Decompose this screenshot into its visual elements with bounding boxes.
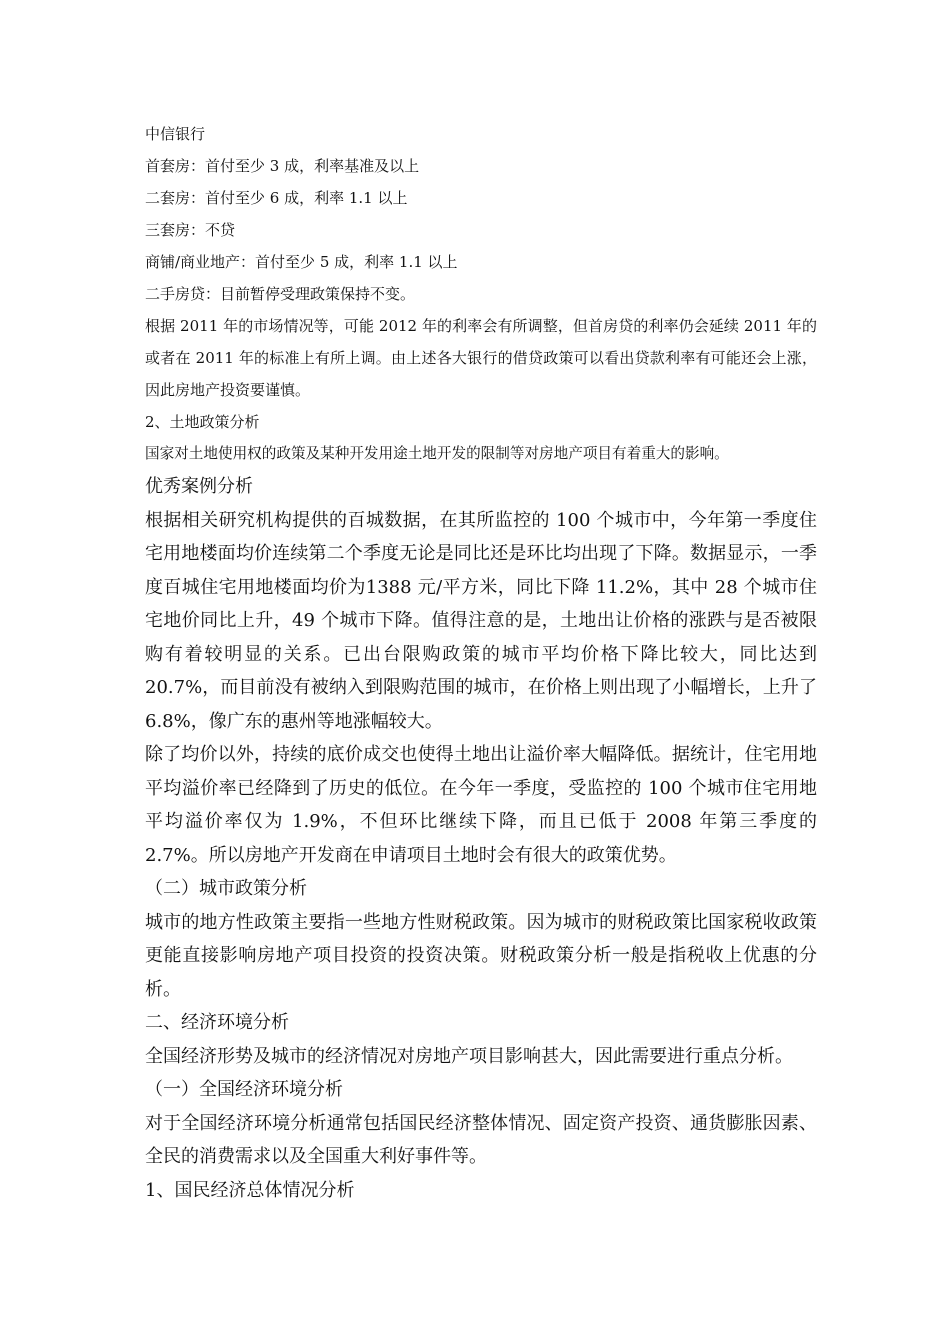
policy-line-commercial: 商铺/商业地产：首付至少 5 成，利率 1.1 以上: [145, 253, 458, 271]
bank-name: 中信银行: [145, 125, 206, 143]
paragraph-case-prices: 根据相关研究机构提供的百城数据，在其所监控的 100 个城市中，今年第一季度住宅用地楼面均价连续第二个季度无论是同比还是环比均出现了下降。数据显示，一季度百城住宅用地楼面均价为1388 元/平方米，同比下降 11.2%，其中 28 个城市住宅地价同比上升，49 个城市下降。值得注意的是，土地出让价格的涨跌与是否被限购有着较明显的关系。已出台限购政策的城市平均价格下降比较大，同比达到 20.7%，而目前没有被纳入到限购范围的城市，在价格上则出现了小幅增长，上升了 6.8%，像广东的惠州等地涨幅较大。: [145, 509, 817, 732]
line-land-policy: 国家对土地使用权的政策及某种开发用途土地开发的限制等对房地产项目有着重大的影响。: [145, 445, 729, 462]
paragraph-economic-environment: 全国经济形势及城市的经济情况对房地产项目影响甚大，因此需要进行重点分析。: [145, 1045, 793, 1067]
policy-line-first-home: 首套房：首付至少 3 成，利率基准及以上: [145, 157, 420, 175]
policy-line-second-home: 二套房：首付至少 6 成，利率 1.1 以上: [145, 189, 408, 207]
heading-economic-environment: 二、经济环境分析: [145, 1012, 289, 1033]
heading-gdp-overview: 1、国民经济总体情况分析: [145, 1179, 355, 1201]
policy-line-third-home: 三套房：不贷: [145, 221, 236, 239]
heading-land-policy: 2、土地政策分析: [145, 413, 260, 431]
paragraph-national-economy: 对于全国经济环境分析通常包括国民经济整体情况、固定资产投资、通货膨胀因素、全民的消费需求以及全国重大利好事件等。: [145, 1112, 817, 1167]
paragraph-interest-rate: 根据 2011 年的市场情况等，可能 2012 年的利率会有所调整，但首房贷的利率仍会延续 2011 年的或者在 2011 年的标准上有所上调。由上述各大银行的借贷政策可以看出贷款利率有可能还会上涨，因此房地产投资要谨慎。: [145, 317, 817, 399]
policy-line-second-hand: 二手房贷：目前暂停受理政策保持不变。: [145, 285, 416, 303]
document-page: [145, 118, 817, 1207]
heading-national-economy: （一）全国经济环境分析: [145, 1079, 343, 1100]
paragraph-city-policy: 城市的地方性政策主要指一些地方性财税政策。因为城市的财税政策比国家税收政策更能直接影响房地产项目投资的投资决策。财税政策分析一般是指税收上优惠的分析。: [145, 911, 817, 1000]
paragraph-case-premium: 除了均价以外，持续的底价成交也使得土地出让溢价率大幅降低。据统计，住宅用地平均溢价率已经降到了历史的低位。在今年一季度，受监控的 100 个城市住宅用地平均溢价率仅为 1.9%，不但环比继续下降，而且已低于 2008 年第三季度的 2.7%。所以房地产开发商在申请项目土地时会有很大的政策优势。: [145, 744, 817, 866]
heading-city-policy: （二）城市政策分析: [145, 878, 307, 899]
heading-case-analysis: 优秀案例分析: [145, 476, 253, 497]
